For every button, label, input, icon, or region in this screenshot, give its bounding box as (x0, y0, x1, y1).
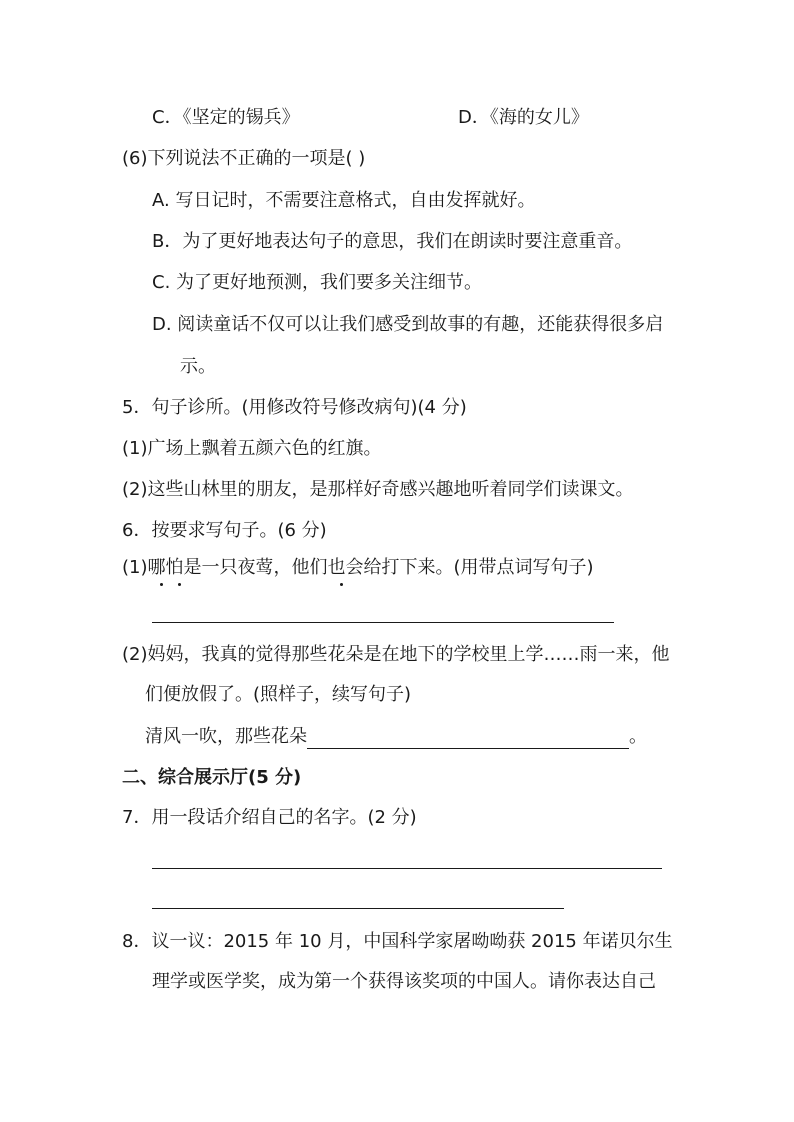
option-c: C. 为了更好地预测，我们要多关注细节。 (152, 272, 483, 293)
question-6-item2-line2: 们便放假了。(照样子，续写句子) (145, 684, 412, 705)
emphasis-dot (160, 583, 163, 586)
answer-line-7-2[interactable] (152, 908, 564, 909)
option-d-line2: 示。 (180, 356, 216, 377)
section-2-heading: 二、综合展示厅(5 分) (122, 767, 302, 788)
question-6-item1: (1)哪怕是一只夜莺，他们也会给打下来。(用带点词写句子) (122, 557, 594, 578)
option-c-prev: C．《坚定的锡兵》 (152, 107, 300, 128)
question-5-title: 5．句子诊所。(用修改符号修改病句)(4 分) (122, 397, 467, 418)
question-8-line1: 8．议一议：2015 年 10 月，中国科学家屠呦呦获 2015 年诺贝尔生 (122, 931, 673, 952)
question-7-title: 7．用一段话介绍自己的名字。(2 分) (122, 807, 417, 828)
question-6-item2-line1: (2)妈妈，我真的觉得那些花朵是在地下的学校里上学……雨一来，他 (122, 644, 670, 665)
option-a: A. 写日记时，不需要注意格式，自由发挥就好。 (152, 190, 536, 211)
question-5-item2: (2)这些山林里的朋友，是那样好奇感兴趣地听着同学们读课文。 (122, 479, 634, 500)
question-4-6: (6)下列说法不正确的一项是( ) (122, 148, 366, 169)
question-6-item2-prompt: 清风一吹，那些花朵 (145, 726, 307, 747)
answer-line-7-1[interactable] (152, 868, 662, 869)
option-d-prev: D．《海的女儿》 (458, 107, 589, 128)
question-5-item1: (1)广场上飘着五颜六色的红旗。 (122, 438, 382, 459)
question-6-item2-end: 。 (629, 726, 647, 747)
answer-line-6-2[interactable] (307, 730, 629, 749)
emphasis-dot (340, 583, 343, 586)
emphasis-dot (178, 583, 181, 586)
option-d-line1: D. 阅读童话不仅可以让我们感受到故事的有趣，还能获得很多启 (152, 314, 664, 335)
question-6-item2-answer-row (145, 725, 647, 749)
answer-line-6-1[interactable] (152, 622, 614, 623)
question-6-title: 6．按要求写句子。(6 分) (122, 520, 327, 541)
option-b: B．为了更好地表达句子的意思，我们在朗读时要注意重音。 (152, 231, 633, 252)
question-8-line2: 理学或医学奖，成为第一个获得该奖项的中国人。请你表达自己 (152, 971, 656, 992)
